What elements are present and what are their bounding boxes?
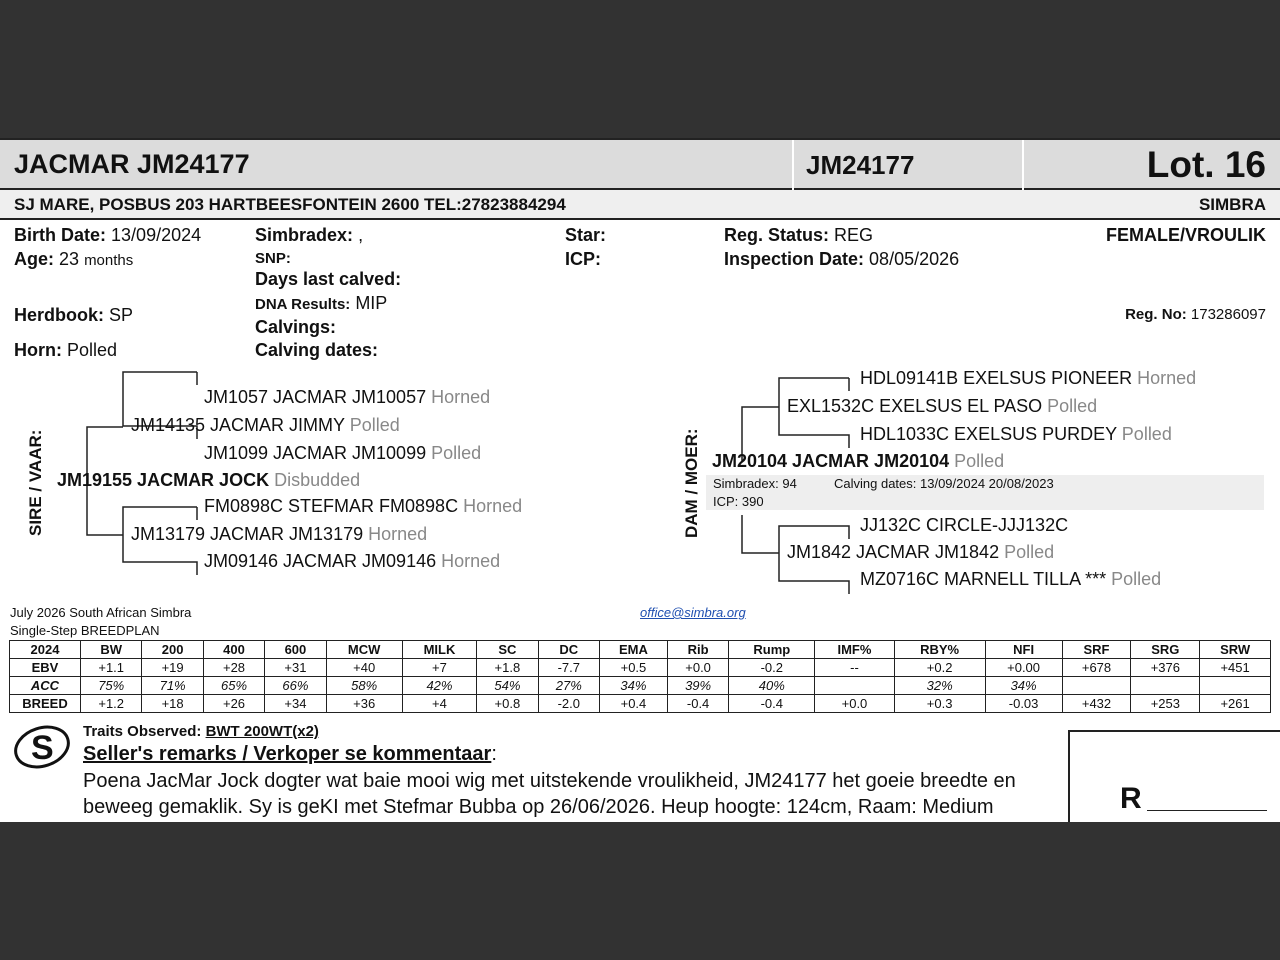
reg-status: Reg. Status: REG bbox=[724, 225, 874, 245]
table-cell: SC bbox=[477, 641, 538, 659]
table-cell: 34% bbox=[600, 677, 668, 695]
dam-dam-sire: JJ132C CIRCLE-JJJ132C bbox=[860, 515, 1069, 535]
snp: SNP: bbox=[255, 250, 291, 267]
remarks-line-2: beweeg gemaklik. Sy is geKI met Stefmar Bubba op 26/06/2026. Heup hoogte: 124cm, Raam: Medium bbox=[83, 796, 994, 818]
calving-dates: Calving dates: bbox=[255, 340, 379, 360]
table-cell: +4 bbox=[402, 695, 476, 713]
reg-no: Reg. No: 173286097 bbox=[1125, 306, 1266, 323]
table-cell: EMA bbox=[600, 641, 668, 659]
table-cell: 65% bbox=[203, 677, 264, 695]
dam-sire-dam: HDL1033C EXELSUS PURDEY Polled bbox=[860, 424, 1172, 444]
email-link[interactable]: office@simbra.org bbox=[640, 605, 746, 620]
table-cell: +253 bbox=[1131, 695, 1200, 713]
table-cell bbox=[1062, 677, 1131, 695]
breed-label: SIMBRA bbox=[1198, 195, 1266, 214]
birth-date: Birth Date: 13/09/2024 bbox=[14, 225, 202, 245]
table-cell: NFI bbox=[985, 641, 1062, 659]
dam-icp: ICP: 390 bbox=[713, 494, 764, 509]
table-cell: -0.2 bbox=[729, 659, 815, 677]
table-cell: 58% bbox=[326, 677, 402, 695]
table-cell: +28 bbox=[203, 659, 264, 677]
inspection-date: Inspection Date: 08/05/2026 bbox=[724, 249, 960, 269]
table-cell: +40 bbox=[326, 659, 402, 677]
table-cell: 75% bbox=[81, 677, 142, 695]
row-label-cell: ACC bbox=[10, 677, 81, 695]
dam-calving-dates: Calving dates: 13/09/2024 20/08/2023 bbox=[834, 476, 1054, 491]
table-cell: 34% bbox=[985, 677, 1062, 695]
table-cell: 42% bbox=[402, 677, 476, 695]
icp: ICP: bbox=[565, 249, 601, 269]
table-cell: +31 bbox=[265, 659, 326, 677]
sire-sire: JM14135 JACMAR JIMMY Polled bbox=[131, 415, 400, 435]
owner-line: SJ MARE, POSBUS 203 HARTBEESFONTEIN 2600 TEL:27823884294 bbox=[14, 195, 566, 214]
table-cell: 600 bbox=[265, 641, 326, 659]
table-cell: +18 bbox=[142, 695, 203, 713]
table-cell: -0.4 bbox=[667, 695, 728, 713]
table-cell: +7 bbox=[402, 659, 476, 677]
table-cell: +0.3 bbox=[894, 695, 985, 713]
days-last-calved: Days last calved: bbox=[255, 269, 402, 289]
table-cell: +0.5 bbox=[600, 659, 668, 677]
table-cell: MILK bbox=[402, 641, 476, 659]
table-cell: +0.00 bbox=[985, 659, 1062, 677]
table-cell: -0.4 bbox=[729, 695, 815, 713]
star: Star: bbox=[565, 225, 607, 245]
price-currency: R bbox=[1120, 782, 1142, 815]
herdbook: Herdbook: SP bbox=[14, 305, 134, 325]
row-label-cell: EBV bbox=[10, 659, 81, 677]
table-cell bbox=[1131, 677, 1200, 695]
table-cell bbox=[815, 677, 894, 695]
age: Age: 23 months bbox=[14, 249, 134, 269]
breedplan-title: July 2026 South African Simbra bbox=[10, 605, 192, 620]
table-cell: 54% bbox=[477, 677, 538, 695]
lot-number: Lot. 16 bbox=[1146, 144, 1266, 185]
animal-id: JM24177 bbox=[806, 150, 915, 180]
simbradex: Simbradex: , bbox=[255, 225, 364, 245]
traits-observed: Traits Observed: BWT 200WT(x2) bbox=[83, 723, 319, 740]
table-cell: 400 bbox=[203, 641, 264, 659]
table-cell: -2.0 bbox=[538, 695, 599, 713]
table-cell: +678 bbox=[1062, 659, 1131, 677]
table-cell: +0.2 bbox=[894, 659, 985, 677]
dna-results: DNA Results: MIP bbox=[255, 293, 388, 313]
acc-row bbox=[10, 677, 1271, 695]
sire-dam: JM13179 JACMAR JM13179 Horned bbox=[131, 524, 428, 544]
table-cell: SRW bbox=[1200, 641, 1271, 659]
table-cell bbox=[1200, 677, 1271, 695]
table-cell: -7.7 bbox=[538, 659, 599, 677]
sire-side-label: SIRE / VAAR: bbox=[26, 429, 45, 536]
table-cell: +0.4 bbox=[600, 695, 668, 713]
price-box[interactable] bbox=[1068, 730, 1280, 822]
remarks-line-1: Poena JacMar Jock dogter wat baie mooi wig met uitstekende vroulikheid, JM24177 het goeie breedte en bbox=[83, 770, 1016, 792]
table-cell: -0.03 bbox=[985, 695, 1062, 713]
sire-dam-dam: JM09146 JACMAR JM09146 Horned bbox=[204, 551, 501, 571]
table-cell: +1.2 bbox=[81, 695, 142, 713]
dam-sire-sire: HDL09141B EXELSUS PIONEER Horned bbox=[860, 368, 1197, 388]
table-cell: +34 bbox=[265, 695, 326, 713]
table-cell: +376 bbox=[1131, 659, 1200, 677]
sire-dam-sire: FM0898C STEFMAR FM0898C Horned bbox=[204, 496, 523, 516]
table-cell: 66% bbox=[265, 677, 326, 695]
table-cell: +19 bbox=[142, 659, 203, 677]
dam-dam: JM1842 JACMAR JM1842 Polled bbox=[787, 542, 1055, 562]
dam-side-label: DAM / MOER: bbox=[682, 428, 701, 538]
table-cell: +1.1 bbox=[81, 659, 142, 677]
table-cell: +36 bbox=[326, 695, 402, 713]
breed-row bbox=[10, 695, 1271, 713]
table-cell: -- bbox=[815, 659, 894, 677]
horn: Horn: Polled bbox=[14, 340, 118, 360]
table-cell: 40% bbox=[729, 677, 815, 695]
table-cell: +1.8 bbox=[477, 659, 538, 677]
table-cell: Rib bbox=[667, 641, 728, 659]
sire-sire-sire: JM1057 JACMAR JM10057 Horned bbox=[204, 387, 491, 407]
ebv-row bbox=[10, 659, 1271, 677]
table-cell: +0.8 bbox=[477, 695, 538, 713]
breedplan-subtitle: Single-Step BREEDPLAN bbox=[10, 623, 160, 638]
table-cell: 39% bbox=[667, 677, 728, 695]
calvings: Calvings: bbox=[255, 317, 337, 337]
animal-name: JACMAR JM24177 bbox=[14, 149, 250, 179]
table-cell: SRG bbox=[1131, 641, 1200, 659]
table-cell: Rump bbox=[729, 641, 815, 659]
svg-text:S: S bbox=[31, 729, 54, 767]
table-cell: IMF% bbox=[815, 641, 894, 659]
table-cell: SRF bbox=[1062, 641, 1131, 659]
sire-sire-dam: JM1099 JACMAR JM10099 Polled bbox=[204, 443, 482, 463]
table-cell: 27% bbox=[538, 677, 599, 695]
dam-simbradex: Simbradex: 94 bbox=[713, 476, 797, 491]
ebv-header-row bbox=[10, 641, 1271, 659]
simbra-s-logo-icon bbox=[12, 722, 74, 772]
sire-main: JM19155 JACMAR JOCK Disbudded bbox=[57, 470, 361, 490]
table-cell: 200 bbox=[142, 641, 203, 659]
table-cell: BW bbox=[81, 641, 142, 659]
price-line bbox=[1147, 810, 1267, 811]
lot-card bbox=[0, 138, 1280, 822]
table-cell: +0.0 bbox=[815, 695, 894, 713]
remarks-title: Seller's remarks / Verkoper se kommentaar: bbox=[83, 743, 497, 765]
table-cell: 71% bbox=[142, 677, 203, 695]
row-label-cell: BREED bbox=[10, 695, 81, 713]
dam-dam-dam: MZ0716C MARNELL TILLA *** Polled bbox=[860, 569, 1162, 589]
table-cell: DC bbox=[538, 641, 599, 659]
table-cell: +432 bbox=[1062, 695, 1131, 713]
table-cell: +451 bbox=[1200, 659, 1271, 677]
table-cell: +0.0 bbox=[667, 659, 728, 677]
row-label-cell: 2024 bbox=[10, 641, 81, 659]
table-cell: +26 bbox=[203, 695, 264, 713]
table-cell: +261 bbox=[1200, 695, 1271, 713]
dam-main: JM20104 JACMAR JM20104 Polled bbox=[712, 451, 1005, 471]
table-cell: RBY% bbox=[894, 641, 985, 659]
sex: FEMALE/VROULIK bbox=[1106, 225, 1266, 245]
ebv-table bbox=[9, 640, 1271, 713]
table-cell: 32% bbox=[894, 677, 985, 695]
table-cell: MCW bbox=[326, 641, 402, 659]
dam-sire: EXL1532C EXELSUS EL PASO Polled bbox=[787, 396, 1098, 416]
